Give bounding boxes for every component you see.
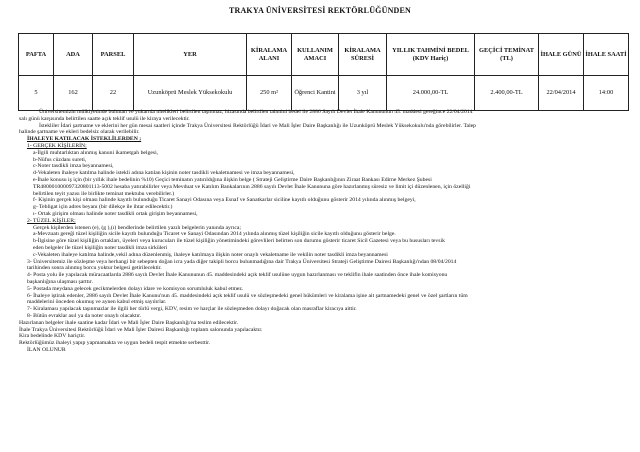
body-line: ı- Ortak girişim olması halinde noter tasdikli ortak girişim beyannamesi, xyxy=(33,210,198,217)
tender-table xyxy=(18,33,629,111)
body-line: Üniversitemizin mülkiyetinde bulunan ve yukarıda nitelikleri belirtilen taşınmaz, hizasında belirtilen tahmini bedel ile 2886 Sayılı Devlet İhale Kanununun 45. maddesi gereğince 22/04/2014 xyxy=(39,109,473,115)
body-line: İstekliler İdari şartname ve eklerini her gün mesai saatleri içinde Trakya Üniversitesi Rektörlüğü İdari ve Mali İşler Daire Başkanlığı ile Uzunköprü Meslek Yüksekokulu'nda görebilirler. Talep xyxy=(39,122,477,129)
cell-parsel: 22 xyxy=(93,76,134,111)
cell-ihale-gunu: 22/04/2014 xyxy=(539,76,584,111)
cell-ihale-saati: 14:00 xyxy=(584,76,629,111)
header-pafta: PAFTA xyxy=(19,34,54,76)
cell-yillik-bedel: 24.000,00-TL xyxy=(387,76,475,111)
body-line: 3- Üniversitemiz ile sözleşme veya herhangi bir sebepten doğan icra yada diğer takipli borcu bulunmadığına dair Trakya Üniversitesi Strateji Geliştirme Dairesi Başkanlığı'ndan 08/04/2014 xyxy=(27,258,457,265)
header-gecici-teminat: GEÇİCİ TEMİNAT (TL) xyxy=(475,34,539,76)
header-kullanim-amaci: KULLANIM AMACI xyxy=(292,34,339,76)
body-line: Gerçek kişilerden istenen (e), (g ),(ı) bendlerinde belirtilen yazılı belgelerin yanında ayrıca; xyxy=(33,224,241,231)
body-line: c-Noter tasdikli imza beyannamesi, xyxy=(33,163,114,170)
body-line: 6- İhaleye iştirak edenler, 2886 sayılı Devlet İhale Kanunu'nun 45. maddesindeki açık teklif usulü ve sözleşmedeki genel hükümleri ve kiralama işine ait şartnamedeki genel ve özel şartların tüm xyxy=(27,292,468,299)
body-line: maddelerini önceden okumuş ve aynen kabul etmiş sayılırlar. xyxy=(27,299,167,306)
cell-gecici-teminat: 2.400,00-TL xyxy=(475,76,539,111)
header-ihale-gunu: İHALE GÜNÜ xyxy=(539,34,584,76)
cell-kiralama-suresi: 3 yıl xyxy=(339,76,387,111)
body-line: halinde şartname ve ekleri bedelsiz olarak verilebilir. xyxy=(19,129,140,136)
subsection-heading: 1- GERÇEK KİŞİLERİN; xyxy=(27,142,87,149)
body-line: a-İlgili muhtarlıktan alınmış kanuni ikametgah belgesi, xyxy=(33,149,159,156)
body-line: belirtilen teyit yazısı ile birlikte teminat mektubu verebilirler.) xyxy=(33,190,175,197)
header-ada: ADA xyxy=(54,34,93,76)
body-line: başkanlığına ulaşması şarttır. xyxy=(27,278,93,285)
body-line: 8- Bütün evraklar asıl ya da noter onaylı olacaktır. xyxy=(27,312,142,319)
body-line: Kira bedelinde KDV hariçtir. xyxy=(19,333,86,340)
subsection-heading: 2- TÜZEL KİŞİLER; xyxy=(27,217,76,224)
table-row xyxy=(19,76,629,111)
body-line: eden belgeler ile tüzel kişiliğin noter tasdikli imza sirküleri xyxy=(33,244,168,251)
announcement-body xyxy=(19,109,629,354)
body-line: b-Nüfus cüzdanı sureti, xyxy=(33,156,87,163)
cell-kullanim-amaci: Öğrenci Kantini xyxy=(292,76,339,111)
cell-pafta: 5 xyxy=(19,76,54,111)
cell-yer: Uzunköprü Meslek Yüksekokulu xyxy=(134,76,247,111)
closing-line: İLAN OLUNUR xyxy=(27,346,66,353)
body-line: 5- Postada meydana gelecek gecikmelerden dolayı idare ve komisyon sorumluluk kabul etmez. xyxy=(27,285,244,292)
header-ihale-saati: İHALE SAATİ xyxy=(584,34,629,76)
body-line: TR480001000097320801113-5002 hesaba yatırabilirler veya Mevduat ve Katılım Bankalarının 2886 sayılı Devlet İhale Kanununa göre hazırlanmış süresiz ve limit içi düzenlenen, için özelliği xyxy=(33,183,471,190)
cell-ada: 162 xyxy=(54,76,93,111)
header-yillik-bedel: YILLIK TAHMİNİ BEDEL (KDV Hariç) xyxy=(387,34,475,76)
body-line: d-Vekaleten ihaleye katılma halinde istekli adına katılan kişinin noter tasdikli vekaletnamesi ve imza beyannamesi, xyxy=(33,170,295,177)
body-line: e-İhale konusu iş için (bir yıllık ihale bedelinin %10) Geçici teminatın yatırıldığına ilişkin belge ( Strateji Geliştirme Daire Başkanlığının Ziraat Bankası Edirne Merkez Şubesi xyxy=(33,176,432,183)
body-line: f- Kişinin gerçek kişi olması halinde kayıtlı bulunduğu Ticaret Sanayi Odasına veya Esnaf ve Sanatkarlar siciline kayıtlı olduğunu gösterir 2014 yılında alınmış belgeyi, xyxy=(33,197,416,204)
body-line: 7- Kiralaması yapılacak taşınmazlar ile ilgili her türlü vergi, KDV, resim ve harçlar ile sözleşmeden dolayı doğacak olan masraflar kiracıya aittir. xyxy=(27,306,357,313)
body-line: İhale Trakya Üniversitesi Rektörlüğü İdari ve Mali İşler Dairesi Başkanlığı toplantı salonunda yapılacaktır. xyxy=(19,326,263,333)
header-yer: YER xyxy=(134,34,247,76)
table-header-row xyxy=(19,34,629,76)
header-kiralama-alani: KİRALAMA ALANI xyxy=(247,34,292,76)
body-line: Hazırlanan belgeler ihale saatine kadar İdari ve Mali İşler Daire Başkanlığı'na teslim edilecektir. xyxy=(19,319,239,326)
body-line: g- Tebligat için adres beyanı (bir dilekçe ile ihtar edilecektir.) xyxy=(33,204,173,211)
body-line: 4- Posta yolu ile yapılacak müracaatlarda 2886 sayılı Devlet İhale Kanununun 45. maddesindeki açık teklif usulüne uygun hazırlanması ve teklifin ihale saatinden önce ihale komisyonu xyxy=(27,272,448,279)
document-title: TRAKYA ÜNİVERSİTESİ REKTÖRLÜĞÜNDEN xyxy=(228,6,412,15)
cell-kiralama-alani: 250 m² xyxy=(247,76,292,111)
section-heading: İHALEYE KATILACAK İSTEKLİLERDEN ; xyxy=(27,136,142,143)
body-line: a-Mevzuatı gereği tüzel kişiliğin sicile kayıtlı bulunduğu Ticaret ve Sanayi Odasından 2014 yılında alınmış tüzel kişiliğin sicile kayıtlı olduğunu gösterir belge. xyxy=(33,231,396,238)
header-kiralama-suresi: KİRALAMA SÜRESİ xyxy=(339,34,387,76)
body-line: salı günü karşısında belirtilen saatte açık teklif usulü ile kiraya verilecektir. xyxy=(19,115,190,122)
body-line: c-Vekaleten ihaleye katılma halinde,vekil adına düzenlenmiş, ihaleye katılmaya ilişkin noter onaylı vekaletname ile vekilin noter tasdikli imza beyannamesi xyxy=(33,251,388,258)
header-parsel: PARSEL xyxy=(93,34,134,76)
body-line: b-İlgisine göre tüzel kişiliğin ortakları, üyeleri veya kurucuları ile tüzel kişiliğin yönetimindeki görevlileri belirten son durumu gösterir ticaret Sicil Gazetesi veya bu hususları tevsik xyxy=(33,238,445,245)
body-line: Rektörlüğümüz ihaleyi yapıp yapmamakta ve uygun bedeli tespit etmekte serbesttir. xyxy=(19,340,211,347)
body-line: tarihinden sonra alınmış borcu yoktur belgesi getirilecektir. xyxy=(27,265,162,272)
